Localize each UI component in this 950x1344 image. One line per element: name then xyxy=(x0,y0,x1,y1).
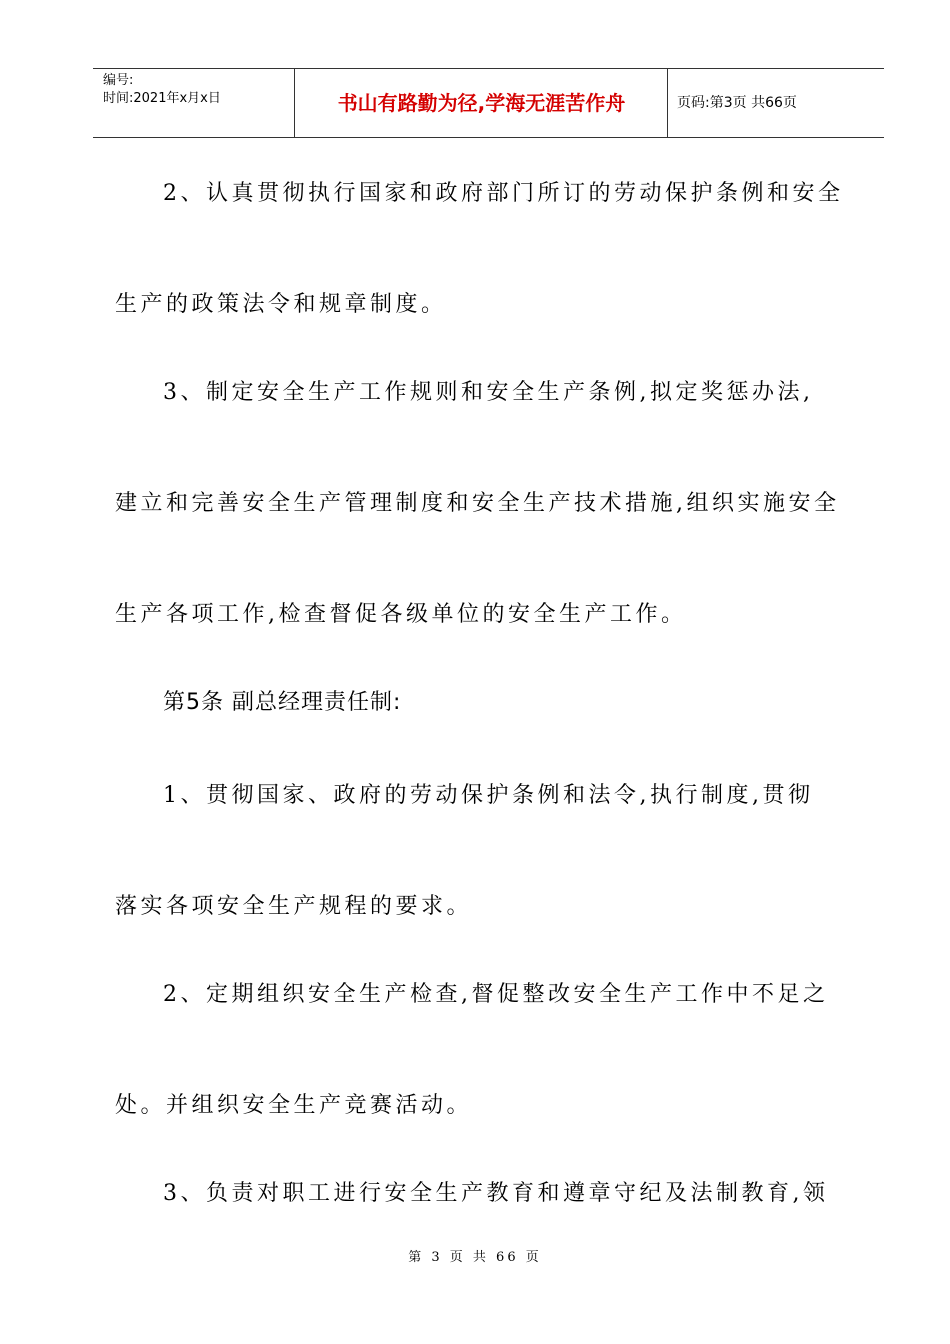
paragraph-line: 2、定期组织安全生产检查,督促整改安全生产工作中不足之 xyxy=(163,982,829,1007)
header-meta xyxy=(103,72,221,108)
paragraph-line: 处。并组织安全生产竞赛活动。 xyxy=(115,1093,473,1118)
paragraph-line: 2、认真贯彻执行国家和政府部门所订的劳动保护条例和安全 xyxy=(163,181,844,206)
document-time-label: 时间:2021年x月x日 xyxy=(103,91,221,106)
header-motto: 书山有路勤为径,学海无涯苦作舟 xyxy=(337,91,626,115)
paragraph-line: 生产的政策法令和规章制度。 xyxy=(115,292,447,317)
paragraph-line: 落实各项安全生产规程的要求。 xyxy=(115,894,473,919)
paragraph-line: 3、负责对职工进行安全生产教育和遵章守纪及法制教育,领 xyxy=(163,1181,829,1206)
header-page-info: 页码:第3页 共66页 xyxy=(677,95,797,111)
document-number-label: 编号: xyxy=(103,73,134,88)
paragraph-line: 3、制定安全生产工作规则和安全生产条例,拟定奖惩办法, xyxy=(163,380,814,405)
header-divider-right xyxy=(667,69,668,137)
header-divider-left xyxy=(294,69,295,137)
paragraph-line: 生产各项工作,检查督促各级单位的安全生产工作。 xyxy=(115,602,687,627)
page-footer: 第 3 页 共 66 页 xyxy=(408,1250,542,1265)
section-heading: 第5条 副总经理责任制: xyxy=(163,690,402,715)
paragraph-line: 建立和完善安全生产管理制度和安全生产技术措施,组织实施安全 xyxy=(115,491,840,516)
page-header xyxy=(93,68,884,138)
paragraph-line: 1、贯彻国家、政府的劳动保护条例和法令,执行制度,贯彻 xyxy=(163,783,814,808)
